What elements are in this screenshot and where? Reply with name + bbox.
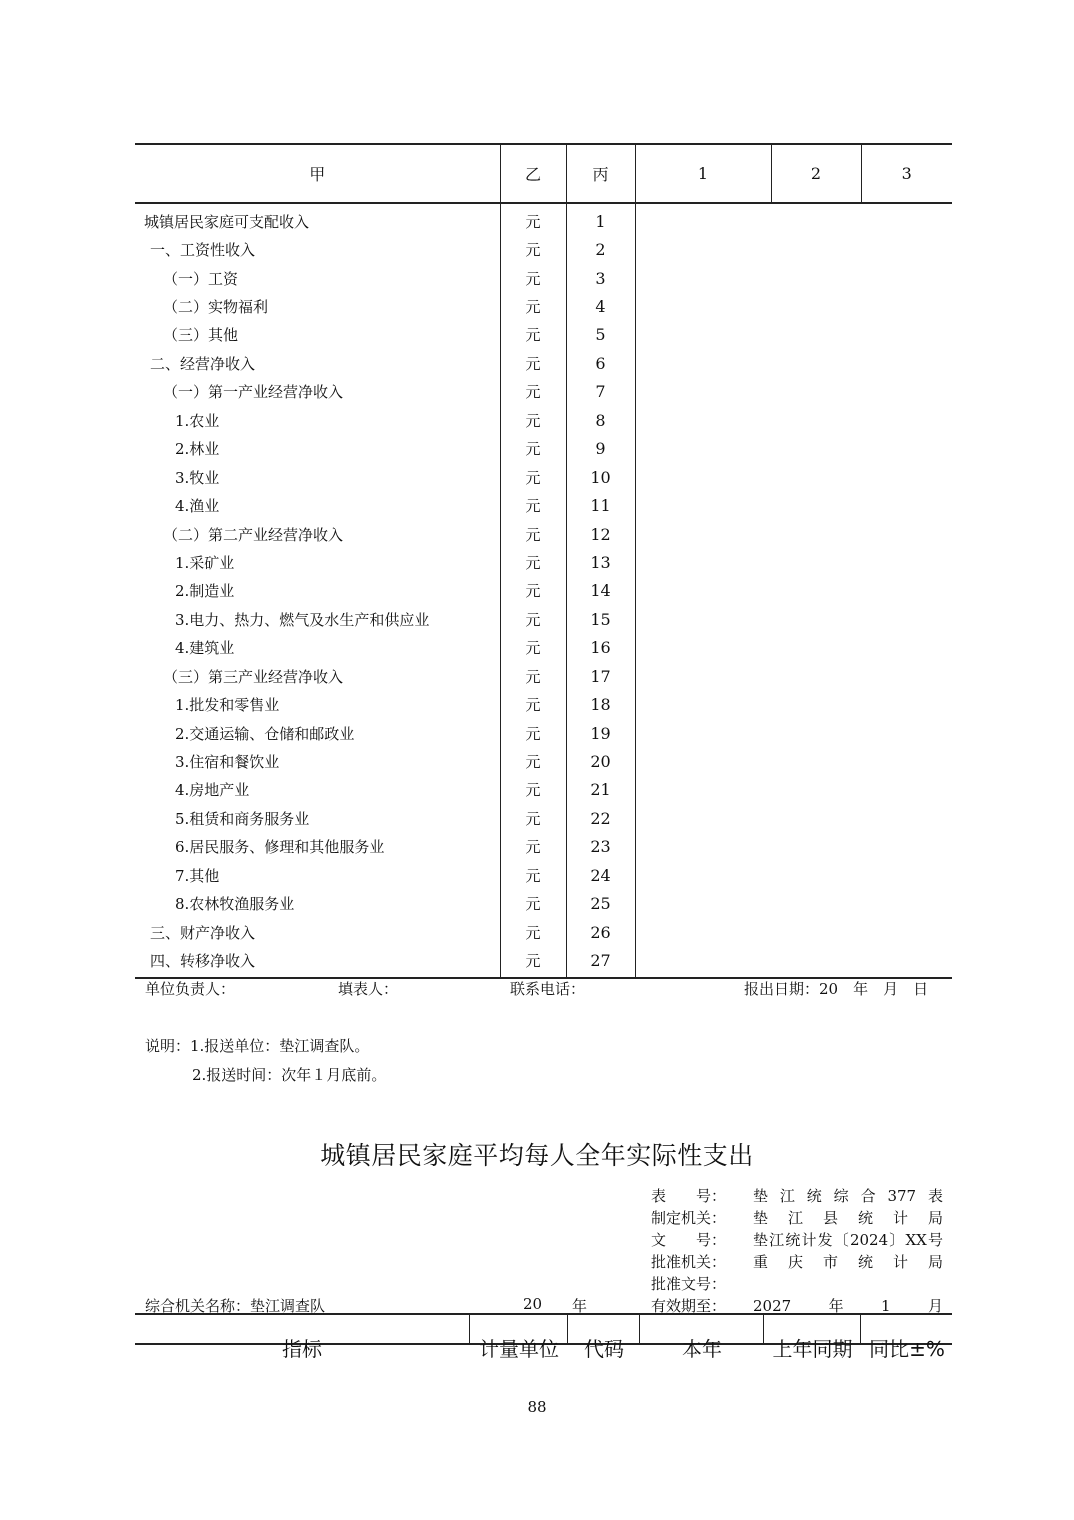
table-row bbox=[135, 321, 952, 349]
row-label: 5.租赁和商务服务业 bbox=[175, 809, 310, 828]
data-cell bbox=[771, 747, 861, 775]
row-unit: 元 bbox=[500, 520, 566, 548]
form2-header-text: 上年同期 bbox=[772, 1337, 853, 1361]
row-code: 12 bbox=[566, 520, 635, 548]
form2-header-cell bbox=[639, 1315, 764, 1361]
data-cell bbox=[635, 378, 771, 406]
row-code: 20 bbox=[566, 747, 635, 775]
data-cell bbox=[635, 577, 771, 605]
form2-header-cell bbox=[135, 1315, 469, 1361]
table-row bbox=[135, 435, 952, 463]
form2-header-text: 同比±% bbox=[869, 1337, 945, 1361]
row-label: 2.林业 bbox=[175, 440, 220, 459]
header-cell: 2 bbox=[771, 144, 861, 203]
data-cell bbox=[861, 833, 952, 861]
row-code: 19 bbox=[566, 719, 635, 747]
row-label: 6.居民服务、修理和其他服务业 bbox=[175, 838, 385, 857]
data-cell bbox=[861, 491, 952, 519]
data-cell bbox=[771, 918, 861, 946]
data-cell bbox=[771, 719, 861, 747]
row-unit: 元 bbox=[500, 378, 566, 406]
row-label: 四、转移净收入 bbox=[135, 946, 500, 977]
row-unit: 元 bbox=[500, 235, 566, 263]
form2-header-text: 代码 bbox=[584, 1337, 624, 1361]
row-code: 11 bbox=[566, 491, 635, 519]
row-unit: 元 bbox=[500, 833, 566, 861]
table-row bbox=[135, 406, 952, 434]
org-name: 综合机关名称：垫江调查队 bbox=[145, 1297, 326, 1315]
data-cell bbox=[635, 776, 771, 804]
row-unit: 元 bbox=[500, 890, 566, 918]
data-cell bbox=[771, 520, 861, 548]
data-cell bbox=[771, 833, 861, 861]
data-cell bbox=[861, 203, 952, 235]
responsible-label: 单位负责人： bbox=[145, 980, 236, 998]
data-cell bbox=[635, 719, 771, 747]
table-row bbox=[135, 378, 952, 406]
form2-header-cell bbox=[860, 1315, 953, 1361]
table-row bbox=[135, 264, 952, 292]
row-code: 3 bbox=[566, 264, 635, 292]
row-code: 22 bbox=[566, 804, 635, 832]
data-cell bbox=[771, 406, 861, 434]
data-cell bbox=[771, 690, 861, 718]
row-unit: 元 bbox=[500, 349, 566, 377]
table-row bbox=[135, 349, 952, 377]
row-code: 14 bbox=[566, 577, 635, 605]
meta-label: 表 号： bbox=[651, 1187, 727, 1205]
meta-label: 制定机关： bbox=[651, 1209, 727, 1227]
row-label: 1.农业 bbox=[175, 411, 220, 430]
meta-label: 批准文号： bbox=[651, 1275, 727, 1293]
row-label: （一）第一产业经营净收入 bbox=[163, 383, 344, 402]
year-suffix: 年 bbox=[572, 1297, 588, 1315]
row-label: 3.电力、热力、燃气及水生产和供应业 bbox=[175, 610, 430, 629]
data-cell bbox=[861, 520, 952, 548]
table-row bbox=[135, 634, 952, 662]
phone-label: 联系电话： bbox=[510, 980, 586, 998]
data-cell bbox=[861, 321, 952, 349]
table-row bbox=[135, 833, 952, 861]
data-cell bbox=[635, 264, 771, 292]
data-cell bbox=[635, 946, 771, 977]
row-unit: 元 bbox=[500, 435, 566, 463]
form2-header-cell bbox=[469, 1315, 568, 1361]
data-cell bbox=[861, 435, 952, 463]
table-row bbox=[135, 776, 952, 804]
form2-header-text: 指标 bbox=[282, 1337, 322, 1361]
data-cell bbox=[771, 463, 861, 491]
table-row bbox=[135, 463, 952, 491]
data-cell bbox=[635, 406, 771, 434]
data-cell bbox=[771, 804, 861, 832]
row-label: 4.渔业 bbox=[175, 497, 220, 516]
filler-label: 填表人： bbox=[338, 980, 399, 998]
row-unit: 元 bbox=[500, 719, 566, 747]
row-code: 18 bbox=[566, 690, 635, 718]
data-cell bbox=[861, 946, 952, 977]
meta-value: 垫江统计发〔2024〕XX号 bbox=[753, 1231, 943, 1249]
data-cell bbox=[861, 890, 952, 918]
row-label: 3.住宿和餐饮业 bbox=[175, 753, 280, 772]
table-row bbox=[135, 605, 952, 633]
income-table bbox=[135, 143, 952, 979]
data-cell bbox=[771, 776, 861, 804]
row-unit: 元 bbox=[500, 804, 566, 832]
data-cell bbox=[861, 662, 952, 690]
data-cell bbox=[771, 292, 861, 320]
data-cell bbox=[635, 804, 771, 832]
table-row bbox=[135, 719, 952, 747]
table-row bbox=[135, 491, 952, 519]
data-cell bbox=[635, 918, 771, 946]
row-label: （三）其他 bbox=[163, 326, 239, 345]
meta-row bbox=[651, 1185, 943, 1207]
header-cell: 乙 bbox=[500, 144, 566, 203]
table-row bbox=[135, 292, 952, 320]
data-cell bbox=[771, 264, 861, 292]
header-cell: 1 bbox=[635, 144, 771, 203]
data-cell bbox=[635, 690, 771, 718]
meta-label: 文 号： bbox=[651, 1231, 727, 1249]
data-cell bbox=[861, 406, 952, 434]
data-cell bbox=[861, 690, 952, 718]
row-code: 15 bbox=[566, 605, 635, 633]
form2-header-cell bbox=[763, 1315, 861, 1361]
row-unit: 元 bbox=[500, 264, 566, 292]
row-unit: 元 bbox=[500, 861, 566, 889]
row-label: 4.建筑业 bbox=[175, 639, 235, 658]
data-cell bbox=[861, 264, 952, 292]
row-label: 二、经营净收入 bbox=[150, 354, 256, 373]
data-cell bbox=[861, 804, 952, 832]
row-unit: 元 bbox=[500, 605, 566, 633]
row-label: （二）实物福利 bbox=[163, 298, 269, 317]
meta-row bbox=[651, 1273, 943, 1295]
form2-header-text: 计量单位 bbox=[479, 1337, 559, 1361]
data-cell bbox=[635, 890, 771, 918]
data-cell bbox=[635, 321, 771, 349]
data-cell bbox=[635, 634, 771, 662]
data-cell bbox=[861, 463, 952, 491]
meta-value: 2027年1月 bbox=[753, 1297, 943, 1315]
report-date-label: 报出日期：20 年 月 日 bbox=[744, 980, 929, 998]
data-cell bbox=[861, 918, 952, 946]
meta-value: 垫江统综合377表 bbox=[753, 1187, 943, 1205]
form2-header-text: 本年 bbox=[682, 1337, 722, 1361]
page-number: 88 bbox=[527, 1398, 547, 1416]
row-label: 三、财产净收入 bbox=[150, 923, 256, 942]
meta-label: 有效期至： bbox=[651, 1297, 727, 1315]
data-cell bbox=[771, 946, 861, 977]
data-cell bbox=[861, 548, 952, 576]
data-cell bbox=[861, 577, 952, 605]
data-cell bbox=[635, 203, 771, 235]
row-unit: 元 bbox=[500, 203, 566, 235]
header-cell: 甲 bbox=[135, 144, 500, 203]
data-cell bbox=[861, 378, 952, 406]
table-row bbox=[135, 890, 952, 918]
row-code: 27 bbox=[566, 946, 635, 977]
table-row bbox=[135, 520, 952, 548]
data-cell bbox=[771, 491, 861, 519]
data-cell bbox=[635, 548, 771, 576]
row-unit: 元 bbox=[500, 463, 566, 491]
data-cell bbox=[861, 861, 952, 889]
row-code: 23 bbox=[566, 833, 635, 861]
row-label: 1.批发和零售业 bbox=[175, 696, 280, 715]
row-code: 24 bbox=[566, 861, 635, 889]
row-label: 7.其他 bbox=[175, 866, 220, 885]
data-cell bbox=[771, 548, 861, 576]
row-code: 17 bbox=[566, 662, 635, 690]
row-unit: 元 bbox=[500, 406, 566, 434]
table-row bbox=[135, 918, 952, 946]
row-label: 2.制造业 bbox=[175, 582, 235, 601]
year-prefix: 20 bbox=[523, 1295, 543, 1313]
row-unit: 元 bbox=[500, 946, 566, 977]
row-code: 4 bbox=[566, 292, 635, 320]
row-unit: 元 bbox=[500, 662, 566, 690]
table-row bbox=[135, 690, 952, 718]
form2-title: 城镇居民家庭平均每人全年实际性支出 bbox=[320, 1141, 754, 1170]
table-row bbox=[135, 577, 952, 605]
data-cell bbox=[771, 203, 861, 235]
table-body bbox=[135, 203, 952, 978]
data-cell bbox=[635, 662, 771, 690]
data-cell bbox=[635, 235, 771, 263]
data-cell bbox=[861, 634, 952, 662]
data-cell bbox=[771, 349, 861, 377]
data-cell bbox=[635, 861, 771, 889]
header-cell: 3 bbox=[861, 144, 952, 203]
row-unit: 元 bbox=[500, 776, 566, 804]
row-unit: 元 bbox=[500, 491, 566, 519]
table-row bbox=[135, 804, 952, 832]
note-line-1: 说明：1.报送单位：垫江调查队。 bbox=[145, 1037, 370, 1055]
data-cell bbox=[771, 662, 861, 690]
data-cell bbox=[771, 435, 861, 463]
data-cell bbox=[635, 747, 771, 775]
meta-label: 批准机关： bbox=[651, 1253, 727, 1271]
data-cell bbox=[861, 292, 952, 320]
row-unit: 元 bbox=[500, 577, 566, 605]
row-code: 10 bbox=[566, 463, 635, 491]
data-cell bbox=[635, 491, 771, 519]
row-label: 2.交通运输、仓储和邮政业 bbox=[175, 724, 355, 743]
row-code: 8 bbox=[566, 406, 635, 434]
data-cell bbox=[771, 321, 861, 349]
row-unit: 元 bbox=[500, 918, 566, 946]
table-row bbox=[135, 747, 952, 775]
data-cell bbox=[771, 577, 861, 605]
row-code: 25 bbox=[566, 890, 635, 918]
row-code: 6 bbox=[566, 349, 635, 377]
meta-value: 垫江县统计局 bbox=[753, 1209, 943, 1227]
note-line-2: 2.报送时间：次年１月底前。 bbox=[192, 1066, 387, 1084]
row-code: 1 bbox=[566, 203, 635, 235]
row-code: 26 bbox=[566, 918, 635, 946]
data-cell bbox=[635, 833, 771, 861]
row-label: 1.采矿业 bbox=[175, 553, 235, 572]
data-cell bbox=[771, 235, 861, 263]
data-cell bbox=[861, 719, 952, 747]
row-unit: 元 bbox=[500, 634, 566, 662]
data-cell bbox=[771, 861, 861, 889]
row-label: （一）工资 bbox=[163, 269, 239, 288]
data-cell bbox=[635, 292, 771, 320]
table-row bbox=[135, 946, 952, 977]
table-header-row bbox=[135, 144, 952, 203]
data-cell bbox=[861, 605, 952, 633]
data-cell bbox=[861, 235, 952, 263]
row-label: 城镇居民家庭可支配收入 bbox=[144, 212, 310, 231]
row-code: 13 bbox=[566, 548, 635, 576]
row-code: 16 bbox=[566, 634, 635, 662]
data-cell bbox=[861, 349, 952, 377]
data-cell bbox=[635, 605, 771, 633]
meta-row bbox=[651, 1229, 943, 1251]
data-cell bbox=[771, 605, 861, 633]
data-cell bbox=[861, 776, 952, 804]
form2-table-header bbox=[135, 1313, 952, 1361]
row-unit: 元 bbox=[500, 292, 566, 320]
table-row bbox=[135, 203, 952, 235]
row-unit: 元 bbox=[500, 548, 566, 576]
table-row bbox=[135, 861, 952, 889]
row-unit: 元 bbox=[500, 321, 566, 349]
data-cell bbox=[771, 378, 861, 406]
form2-header-cell bbox=[567, 1315, 640, 1361]
row-label: 一、工资性收入 bbox=[150, 241, 256, 260]
data-cell bbox=[635, 435, 771, 463]
header-cell: 丙 bbox=[566, 144, 635, 203]
row-code: 21 bbox=[566, 776, 635, 804]
row-label: 8.农林牧渔服务业 bbox=[175, 895, 295, 914]
meta-row bbox=[651, 1251, 943, 1273]
row-code: 7 bbox=[566, 378, 635, 406]
data-cell bbox=[635, 349, 771, 377]
row-label: （三）第三产业经营净收入 bbox=[163, 667, 344, 686]
data-cell bbox=[861, 747, 952, 775]
data-cell bbox=[771, 634, 861, 662]
meta-value: 重庆市统计局 bbox=[753, 1253, 943, 1271]
row-code: 5 bbox=[566, 321, 635, 349]
row-unit: 元 bbox=[500, 747, 566, 775]
row-label: 3.牧业 bbox=[175, 468, 220, 487]
meta-row bbox=[651, 1207, 943, 1229]
row-label: （二）第二产业经营净收入 bbox=[163, 525, 344, 544]
row-label: 4.房地产业 bbox=[175, 781, 250, 800]
table-row bbox=[135, 235, 952, 263]
table-row bbox=[135, 662, 952, 690]
data-cell bbox=[771, 890, 861, 918]
row-code: 2 bbox=[566, 235, 635, 263]
table-row bbox=[135, 548, 952, 576]
row-unit: 元 bbox=[500, 690, 566, 718]
data-cell bbox=[635, 463, 771, 491]
row-code: 9 bbox=[566, 435, 635, 463]
data-cell bbox=[635, 520, 771, 548]
